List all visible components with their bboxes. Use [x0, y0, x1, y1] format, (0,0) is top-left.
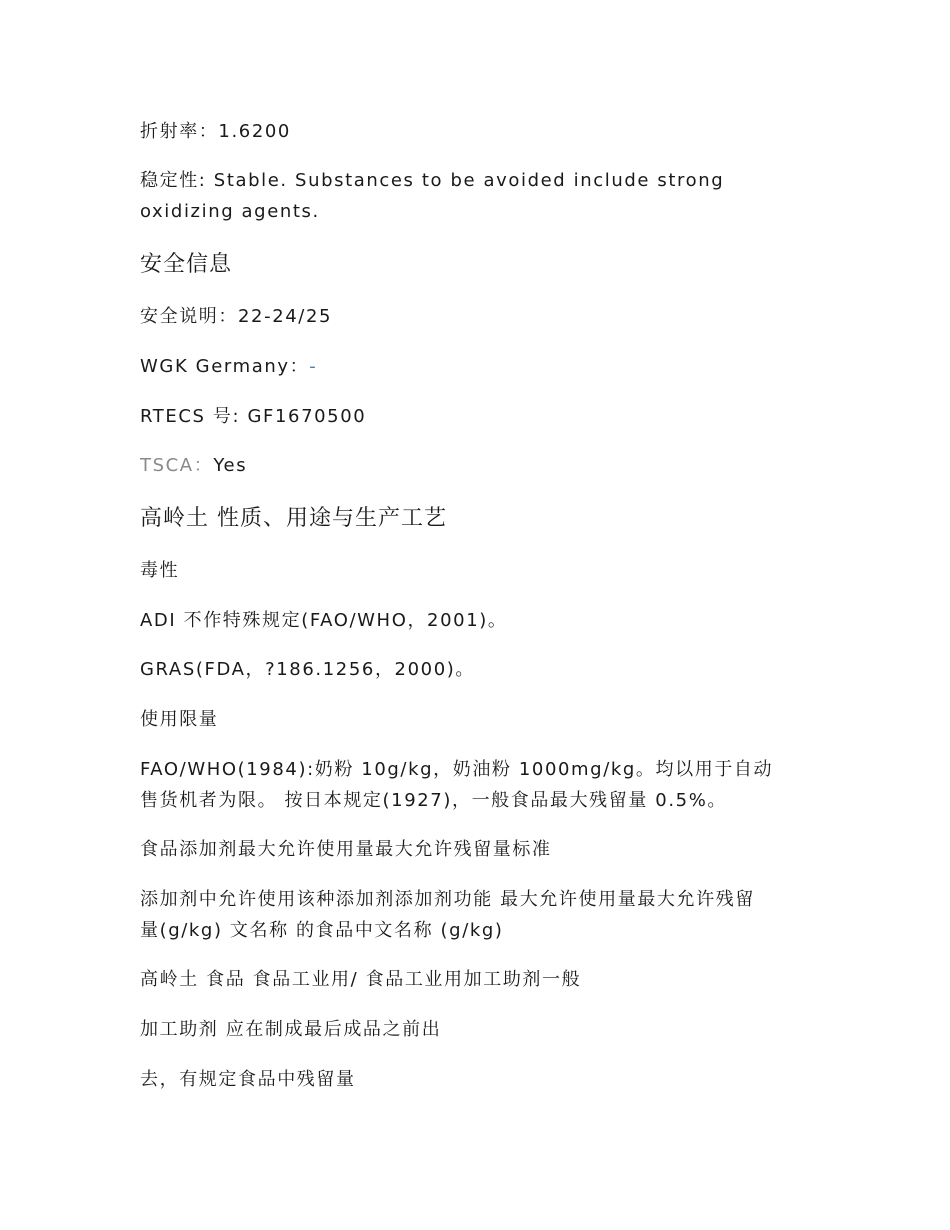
refractive-index-label: 折射率： [140, 121, 219, 142]
adi-line: ADI 不作特殊规定(FAO/WHO，2001)。 [140, 610, 508, 631]
wgk-label: WGK Germany： [140, 356, 310, 377]
tsca-label: TSCA： [140, 455, 214, 476]
usage-limit-heading: 使用限量 [140, 709, 219, 730]
rtecs-label: RTECS 号: [140, 406, 248, 427]
section-heading: 高岭土 性质、用途与生产工艺 [140, 506, 447, 531]
refractive-index-line [140, 116, 820, 147]
table-row-1: 高岭土 食品 食品工业用/ 食品工业用加工助剂一般 [140, 969, 582, 990]
wgk-value-link[interactable]: - [309, 356, 318, 377]
toxicity-heading: 毒性 [140, 560, 180, 581]
wgk-line [140, 351, 820, 382]
rtecs-line [140, 401, 820, 432]
refractive-index-value: 1.6200 [218, 121, 291, 142]
safety-statement-value: 22-24/25 [238, 306, 333, 327]
table-header-line-1: 添加剂中允许使用该种添加剂添加剂功能 最大允许使用量最大允许残留 [140, 889, 755, 910]
standard-heading: 食品添加剂最大允许使用量最大允许残留量标准 [140, 839, 552, 860]
safety-statement-line [140, 301, 820, 332]
tsca-line [140, 450, 820, 481]
tsca-value: Yes [213, 455, 248, 476]
fao-line-2: 售货机者为限。 按日本规定(1927)，一般食品最大残留量 0.5%。 [140, 790, 728, 811]
stability-value: Stable. Substances to be avoided include strong oxidizing agents. [140, 170, 725, 222]
table-header-line-2: 量(g/kg) 文名称 的食品中文名称 (g/kg) [140, 920, 504, 941]
fao-line-1: FAO/WHO(1984):奶粉 10g/kg，奶油粉 1000mg/kg。均以用于自动 [140, 759, 774, 780]
table-row-3: 去，有规定食品中残留量 [140, 1069, 356, 1090]
table-row-2: 加工助剂 应在制成最后成品之前出 [140, 1019, 442, 1040]
stability-line [140, 165, 820, 227]
gras-line: GRAS(FDA，?186.1256，2000)。 [140, 659, 475, 680]
safety-statement-label: 安全说明： [140, 306, 238, 327]
rtecs-value: GF1670500 [247, 406, 367, 427]
safety-info-heading: 安全信息 [140, 252, 233, 277]
stability-label: 稳定性: [140, 170, 214, 191]
